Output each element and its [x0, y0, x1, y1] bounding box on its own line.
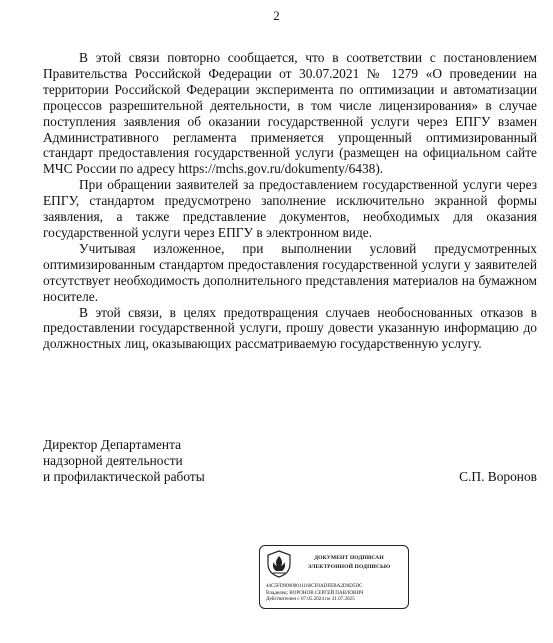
- certificate-owner: Владелец: ВОРОНОВ СЕРГЕЙ ПАВЛОВИЧ: [266, 589, 364, 596]
- page-number: 2: [273, 8, 280, 23]
- letter-body: [43, 50, 537, 352]
- paragraph-4: В этой связи, в целях предотвращения случаев необоснованных отказов в предоставлении государственной услуги, прошу довести указанную информацию до должностных лиц, оказывающих рассматриваемую государственную услугу.: [43, 304, 537, 352]
- paragraph-1: В этой связи повторно сообщается, что в соответствии с постановлением Правительства Российской Федерации от 30.07.2021 № 1279 «О проведении на территории Российской Федерации эксперимента по оптимизации и автоматизации процессов разрешительной деятельности, в том числе лицензирования» в случае поступления заявления об оказании государственной услуги через ЕПГУ взамен Административного регламента применяется упрощенный оптимизированный стандарт предоставления государственной услуги (размещен на официальном сайте МЧС России по адресу https://mchs.gov.ru/dokumenty/6438).: [43, 50, 537, 177]
- certificate-validity: Действителен с 07.05.2024 по 31.07.2025: [266, 596, 355, 603]
- signer-position-line: Директор Департамента: [43, 437, 182, 452]
- stamp-title-line: ДОКУМЕНТ ПОДПИСАН: [314, 555, 384, 561]
- signer-name: С.П. Воронов: [459, 468, 537, 484]
- paragraph-3: Учитывая изложенное, при выполнении условий предусмотренных оптимизированным стандартом предоставления государственной услуги у заявителей отсутствует необходимость дополнительного представления материалов на бумажном носителе.: [43, 240, 537, 304]
- stamp-details: [266, 583, 363, 603]
- signature-block: [43, 437, 537, 485]
- stamp-title: [294, 554, 404, 572]
- emblem-icon: [266, 550, 292, 578]
- stamp-title-line: ЭЛЕКТРОННОЙ ПОДПИСЬЮ: [307, 564, 391, 570]
- paragraph-2: При обращении заявителей за предоставлением государственной услуги через ЕПГУ, стандартом предусмотрено заполнение исключительно экранной формы заявления, а также представление документов, необходимых для оказания государственной услуги через ЕПГУ в электронном виде.: [43, 177, 537, 240]
- certificate-number: 44C5FD90000011166CF0ADFEBA2D0D5DC: [266, 583, 363, 589]
- electronic-signature-stamp: [259, 545, 409, 609]
- signer-position-line: и профилактической работы: [43, 468, 205, 484]
- signer-position-line: надзорной деятельности: [43, 452, 183, 468]
